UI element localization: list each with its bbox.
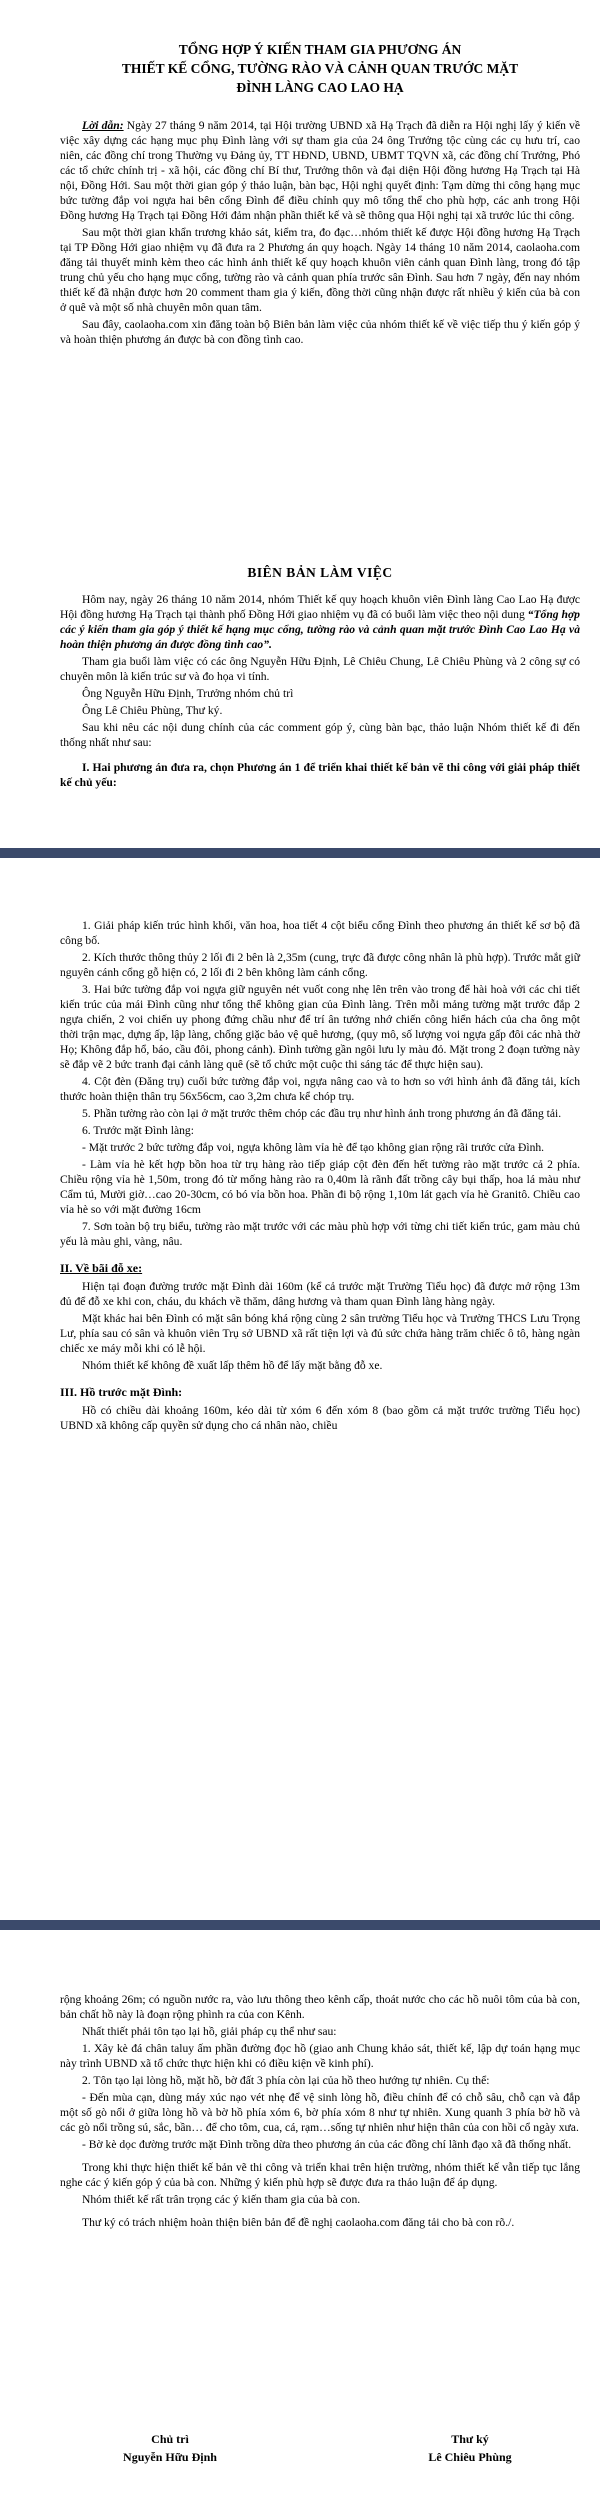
section1-item-3: 3. Hai bức tường đắp voi ngựa giữ nguyên nét vuốt cong nhẹ lên trên vào trong để hài hoà với các chi tiết kiến trúc của mái Đình cũng như tổng thể không gian của Đình làng. Trên mỗi mảng tường mặt trước đắp 2 ngựa chiến, 2 voi chiến uy phong đứng chầu như để trí ân tướng nhớ chiến công hiển hách của cha ông một thời trận mạc, dựng ấp, lập làng, chống giặc bảo vệ quê hương, (quy mô, số lượng voi ngựa gấp đôi các nhà thờ Họ; Không đắp hổ, báo, cầu đôi, phong cảnh). Đình tường gần ngôi lưu ly màu đỏ. Mặt trong 2 đoạn tường này sẽ đắp vẽ 2 bức tranh đại cảnh làng quê (sẽ tổ chức một cuộc thi sáng tác để thực hiện sau).: [60, 983, 580, 1071]
intro-p1-text: Ngày 27 tháng 9 năm 2014, tại Hội trường UBND xã Hạ Trạch đã diễn ra Hội nghị lấy ý kiến về việc xây dựng các hạng mục phụ Đình làng với sự tham gia của 24 ông Trưởng tộc cùng các cụ hưu trí, cao niên, các đồng chí trong Thường vụ Đảng ủy, TT HĐND, UBND, UBMT TQVN xã, các đồng chí Trưởng, Phó các tổ chức chính trị - xã hội, các đồng chí Bí thư, Trưởng thôn và đại diện Hội đồng hương Hạ Trạch tại Hà nội, Đồng Hới. Sau một thời gian góp ý thảo luận, bàn bạc, Hội nghị quyết định: Tạm dừng thi công hạng mục bức tường đắp voi ngựa hai bên cổng Đình để điều chỉnh quy mô tổng thể cho phù hợp, các anh trong Hội Đồng hương Hạ Trạch tại Đồng Hới đảm nhận phần thiết kế và sẽ thông qua Hội nghị tại xã trước lúc thi công.: [60, 119, 581, 222]
section1-item-7: 7. Sơn toàn bộ trụ biểu, tường rào mặt trước với các màu phù hợp với từng chi tiết kiến trúc, gam màu chủ yếu là màu ghi, vàng, nâu.: [60, 1220, 580, 1248]
page-break-bar: [0, 848, 600, 858]
section1-item-5: 5. Phần tường rào còn lại ở mặt trước thêm chóp các đầu trụ như hình ảnh trong phương án đã đăng tải.: [82, 1107, 562, 1120]
section3-paragraph-5: - Đến mùa cạn, dùng máy xúc nạo vét nhẹ để vệ sinh lòng hồ, điều chỉnh để có chỗ sâu, chỗ cạn và đắp một số gò nổi ở giữa lòng hồ và bờ hồ phía xóm 6, bờ phía xóm 8 như tự nhiên. Xung quanh 3 phía bờ hồ và các gò nổi trồng sú, sắc, bần… để cho tôm, cua, cá, rạm…sống tự nhiên như hiện thân của con hồi cổ ngày xưa.: [60, 2091, 580, 2134]
section2-paragraph-3: Nhóm thiết kế không đề xuất lấp thêm hồ để lấy mặt bằng đỗ xe.: [82, 1359, 383, 1372]
minutes-p1-italic: “Tổng hợp các ý kiến tham gia góp ý thiết kế hạng mục cổng, tường rào và cảnh quan mặt trước Đình Cao Lao Hạ và hoàn thiện phương án được đồng tình cao”.: [60, 608, 580, 651]
minutes-section: [60, 592, 580, 792]
intro-paragraph-3: Sau đây, caolaoha.com xin đăng toàn bộ Biên bản làm việc của nhóm thiết kế về việc tiếp thu ý kiến góp ý và hoàn thiện phương án được bà con đồng tình cao.: [60, 318, 580, 346]
minutes-paragraph-1: [60, 592, 580, 652]
section3-continued: [60, 1992, 580, 2232]
document-title: TỔNG HỢP Ý KIẾN THAM GIA PHƯƠNG ÁN THIẾT KẾ CỔNG, TƯỜNG RÀO VÀ CẢNH QUAN TRƯỚC MẶT ĐÌNH LÀNG CAO LAO HẠ: [121, 42, 519, 95]
section3-heading: [60, 1385, 580, 1400]
minutes-paragraph-4: Ông Lê Chiêu Phùng, Thư ký.: [82, 704, 223, 717]
section3-paragraph-1b: rộng khoảng 26m; có nguồn nước ra, vào lưu thông theo kênh cấp, thoát nước cho các hồ nuôi tôm của bà con, bản chất hồ này là đoạn rộng phình ra của con Kênh.: [60, 1993, 580, 2021]
section3-paragraph-7: Trong khi thực hiện thiết kế bản vẽ thi công và triển khai trên hiện trường, nhóm thiết kế vẫn tiếp tục lắng nghe các ý kiến góp ý của bà con. Những ý kiến phù hợp sẽ được đưa ra thảo luận để áp dụng.: [60, 2161, 580, 2189]
section2-heading: [60, 1261, 580, 1276]
minutes-p1-start: Hôm nay, ngày 26 tháng 10 năm 2014, nhóm Thiết kế quy hoạch khuôn viên Đình làng Cao Lao Hạ được Hội đồng hương Hạ Trạch tại thành phố Đồng Hới giao nhiệm vụ đã có buổi làm việc theo nội dung: [60, 593, 580, 621]
minutes-title: BIÊN BẢN LÀM VIỆC: [247, 565, 393, 580]
signature-left-name: Nguyễn Hữu Định: [123, 2450, 217, 2464]
section1-list: [60, 918, 580, 1435]
section3-paragraph-9: Thư ký có trách nhiệm hoàn thiện biên bản để đề nghị caolaoha.com đăng tải cho bà con rõ./.: [82, 2216, 515, 2229]
intro-paragraph-1: [60, 118, 580, 223]
section1-heading: [60, 760, 580, 790]
section3-paragraph-3: 1. Xây kè đá chân taluy ấm phần đường đọc hồ (giao anh Chung khảo sát, thiết kế, lập dự toán hạng mục này trình UBND xã tổ chức thực hiện khi có điều kiện về kinh phí).: [60, 2042, 580, 2070]
intro-section: [60, 118, 580, 349]
section3-paragraph-6: - Bờ kè dọc đường trước mặt Đình trồng dừa theo phương án của các đồng chí lãnh đạo xã đã thống nhất.: [82, 2138, 572, 2151]
page-break-bar-2: [0, 1920, 600, 1930]
section1-item-6: 6. Trước mặt Đình làng:: [82, 1124, 194, 1137]
section1-item-1: 1. Giải pháp kiến trúc hình khối, văn hoa, hoa tiết 4 cột biểu cổng Đình theo phương án thiết kế sơ bộ đã công bố.: [60, 919, 580, 947]
intro-lead: Lời dẫn:: [82, 119, 124, 132]
section3-paragraph-8: Nhóm thiết kế rất trân trọng các ý kiến tham gia của bà con.: [82, 2193, 361, 2206]
signature-left: [70, 2430, 270, 2466]
section2-paragraph-2: Mặt khác hai bên Đình có mặt sân bóng khá rộng cùng 2 sân trường Tiểu học và Trường THCS Lưu Trọng Lư, phía sau có sân và khuôn viên Trụ sở UBND xã rất tiện lợi và đủ sức chứa hàng trăm chiếc ô tô, hàng ngàn chiếc xe máy mỗi khi có lễ hội.: [60, 1312, 580, 1355]
signature-right-name: Lê Chiêu Phùng: [428, 2450, 512, 2464]
minutes-paragraph-3: Ông Nguyễn Hữu Định, Trưởng nhóm chủ trì: [82, 687, 294, 700]
section2-paragraph-1: Hiện tại đoạn đường trước mặt Đình dài 160m (kể cả trước mặt Trường Tiểu học) đã được mở rộng 13m đủ để đỗ xe khi con, cháu, du khách về thăm, dâng hương và tham quan Đình làng hàng ngày.: [60, 1280, 580, 1308]
signature-right-role: Thư ký: [451, 2432, 489, 2446]
signature-right: [370, 2430, 570, 2466]
intro-paragraph-2: Sau một thời gian khẩn trương khảo sát, kiểm tra, đo đạc…nhóm thiết kế được Hội đồng hương Hạ Trạch tại TP Đồng Hới giao nhiệm vụ đã đưa ra 2 Phương án quy hoạch. Ngày 14 tháng 10 năm 2014, caolaoha.com đăng tải thuyết minh kèm theo các hình ảnh thiết kế quy hoạch khuôn viên cảnh quan Đình làng, trong đó tập trung chủ yếu cho hạng mục cổng, tường rào và cảnh quan phía trước sân Đình. Sau hơn 7 ngày, đến nay nhóm thiết kế đã nhận được hơn 20 comment tham gia ý kiến, đồng thời cũng nhận được rất nhiều ý kiến của bà con ở quê và một số nhà chuyên môn quan tâm.: [60, 226, 580, 314]
section1-item-6a: - Mặt trước 2 bức tường đắp voi, ngựa không làm vỉa hè để tạo không gian rộng rãi trước cửa Đình.: [82, 1141, 545, 1154]
section3-paragraph-4: 2. Tôn tạo lại lòng hồ, mặt hồ, bờ đất 3 phía còn lại của hồ theo hướng tự nhiên. Cụ thể:: [82, 2074, 490, 2087]
section3-heading-text: III. Hồ trước mặt Đình:: [60, 1385, 183, 1399]
section3-paragraph-1a: Hồ có chiều dài khoảng 160m, kéo dài từ xóm 6 đến xóm 8 (bao gồm cả mặt trước trường Tiểu học) UBND xã không cấp quyền sử dụng cho cá nhân nào, chiều: [60, 1404, 580, 1432]
minutes-paragraph-2: Tham gia buổi làm việc có các ông Nguyễn Hữu Định, Lê Chiêu Chung, Lê Chiêu Phùng và 2 công sự có chuyên môn là kiến trúc sư và đo họa vi tính.: [60, 655, 580, 683]
section3-paragraph-2: Nhất thiết phải tôn tạo lại hồ, giải pháp cụ thể như sau:: [82, 2025, 337, 2038]
section1-heading-text: I. Hai phương án đưa ra, chọn Phương án 1 để triển khai thiết kế bản vẽ thi công với giải pháp thiết kế chủ yếu:: [60, 761, 580, 789]
section1-item-2: 2. Kích thước thông thủy 2 lối đi 2 bên là 2,35m (cung, trực đã được công nhân là phù hợp). Trước mắt giữ nguyên cánh cổng gỗ hiện có, 2 lối đi 2 bên không làm cánh cổng.: [60, 951, 580, 979]
section2-heading-text: II. Về bãi đỗ xe:: [60, 1261, 143, 1275]
section1-item-4: 4. Cột đèn (Đăng trụ) cuối bức tường đắp voi, ngựa nâng cao và to hơn so với hình ảnh đã đăng tải, kích thước hoàn thiện thân trụ 56x56cm, cao 3,2m chưa kể chóp trụ.: [60, 1075, 580, 1103]
minutes-paragraph-5: Sau khi nêu các nội dung chính của các comment góp ý, cùng bàn bạc, thảo luận Nhóm thiết kế đi đến thống nhất như sau:: [60, 721, 580, 749]
signature-left-role: Chủ trì: [151, 2432, 189, 2446]
section1-item-6b: - Làm vỉa hè kết hợp bồn hoa từ trụ hàng rào tiếp giáp cột đèn đến hết tường rào mặt trước cả 2 phía. Chiều rộng vỉa hè 1,50m, trong đó từ mống hàng rào ra 0,40m là rãnh đất trồng cây bụi thấp, hoa lá màu như Cẩm tú, Mười giờ…cao 20-30cm, có bó vỉa bồn hoa. Phần đi bộ rộng 1,10m lát gạch vỉa hè Granitô. Chiều cao vỉa hè so với mặt đường 16cm: [60, 1158, 580, 1216]
